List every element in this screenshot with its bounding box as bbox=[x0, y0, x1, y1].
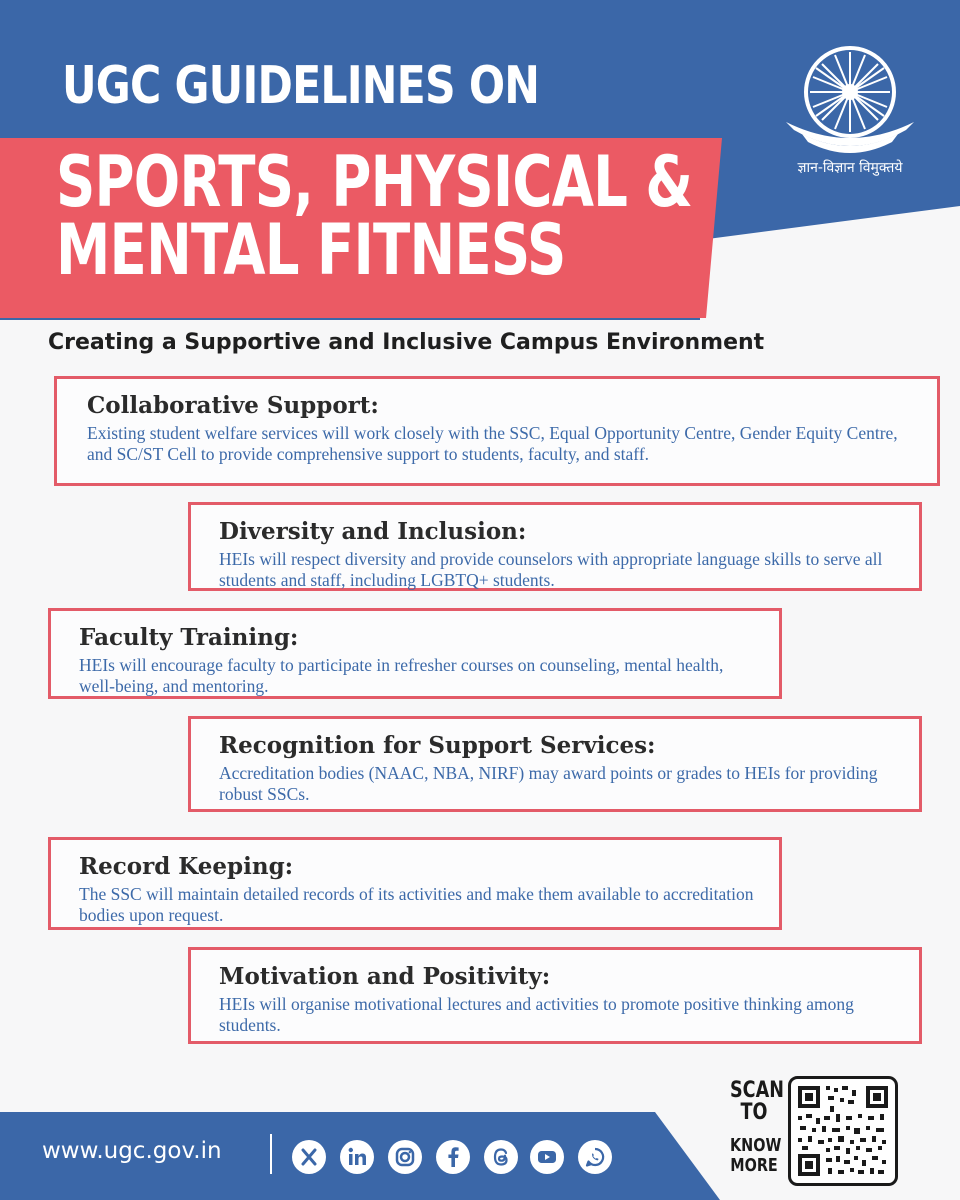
card-motivation-positivity bbox=[188, 947, 922, 1044]
x-icon[interactable] bbox=[292, 1140, 326, 1174]
instagram-icon[interactable] bbox=[388, 1140, 422, 1174]
logo-caption: ज्ञान-विज्ञान विमुक्तये bbox=[797, 160, 903, 176]
header-title: UGC GUIDELINES ON bbox=[62, 56, 540, 116]
threads-icon[interactable] bbox=[484, 1140, 518, 1174]
card-body: HEIs will organise motivational lectures and activities to promote positive thinking among students. bbox=[219, 994, 854, 1035]
card-title: Record Keeping: bbox=[79, 853, 294, 880]
page-title bbox=[56, 141, 693, 291]
scan-word-2: TO bbox=[740, 1100, 768, 1125]
card-diversity-inclusion bbox=[188, 502, 922, 591]
card-collaborative-support bbox=[54, 376, 940, 486]
card-title: Diversity and Inclusion: bbox=[219, 518, 527, 545]
page-title-line-2: MENTAL FITNESS bbox=[56, 209, 566, 291]
linkedin-icon[interactable] bbox=[340, 1140, 374, 1174]
card-title: Faculty Training: bbox=[79, 624, 299, 651]
card-recognition-support-services bbox=[188, 716, 922, 812]
scan-to-know-more bbox=[730, 1078, 784, 1176]
card-title: Motivation and Positivity: bbox=[219, 963, 551, 990]
scan-word-3: KNOW bbox=[730, 1135, 782, 1156]
card-body: Existing student welfare services will work closely with the SSC, Equal Opportunity Centre, Gender Equity Centre, and SC/ST Cell to provide comprehensive support to students, faculty, and staff. bbox=[87, 423, 898, 464]
scan-word-1: SCAN bbox=[730, 1078, 784, 1103]
card-body: Accreditation bodies (NAAC, NBA, NIRF) may award points or grades to HEIs for providing robust SSCs. bbox=[219, 763, 878, 804]
facebook-icon[interactable] bbox=[436, 1140, 470, 1174]
subtitle: Creating a Supportive and Inclusive Campus Environment bbox=[48, 330, 765, 355]
youtube-icon[interactable] bbox=[530, 1140, 564, 1174]
card-title: Recognition for Support Services: bbox=[219, 732, 656, 759]
card-body: The SSC will maintain detailed records of its activities and make them available to accreditation bodies upon request. bbox=[79, 884, 754, 925]
website-link[interactable]: www.ugc.gov.in bbox=[42, 1138, 222, 1164]
whatsapp-icon[interactable] bbox=[578, 1140, 612, 1174]
card-body: HEIs will encourage faculty to participate in refresher courses on counseling, mental health, well-being, and mentoring. bbox=[79, 655, 724, 696]
footer-divider bbox=[270, 1134, 272, 1174]
card-body: HEIs will respect diversity and provide counselors with appropriate language skills to serve all students and staff, including LGBTQ+ students. bbox=[219, 549, 883, 590]
card-title: Collaborative Support: bbox=[87, 392, 379, 419]
page-title-line-1: SPORTS, PHYSICAL & bbox=[56, 141, 693, 223]
qr-code-icon[interactable] bbox=[788, 1076, 898, 1186]
scan-word-4: MORE bbox=[730, 1155, 778, 1176]
card-record-keeping bbox=[48, 837, 782, 930]
card-faculty-training bbox=[48, 608, 782, 699]
